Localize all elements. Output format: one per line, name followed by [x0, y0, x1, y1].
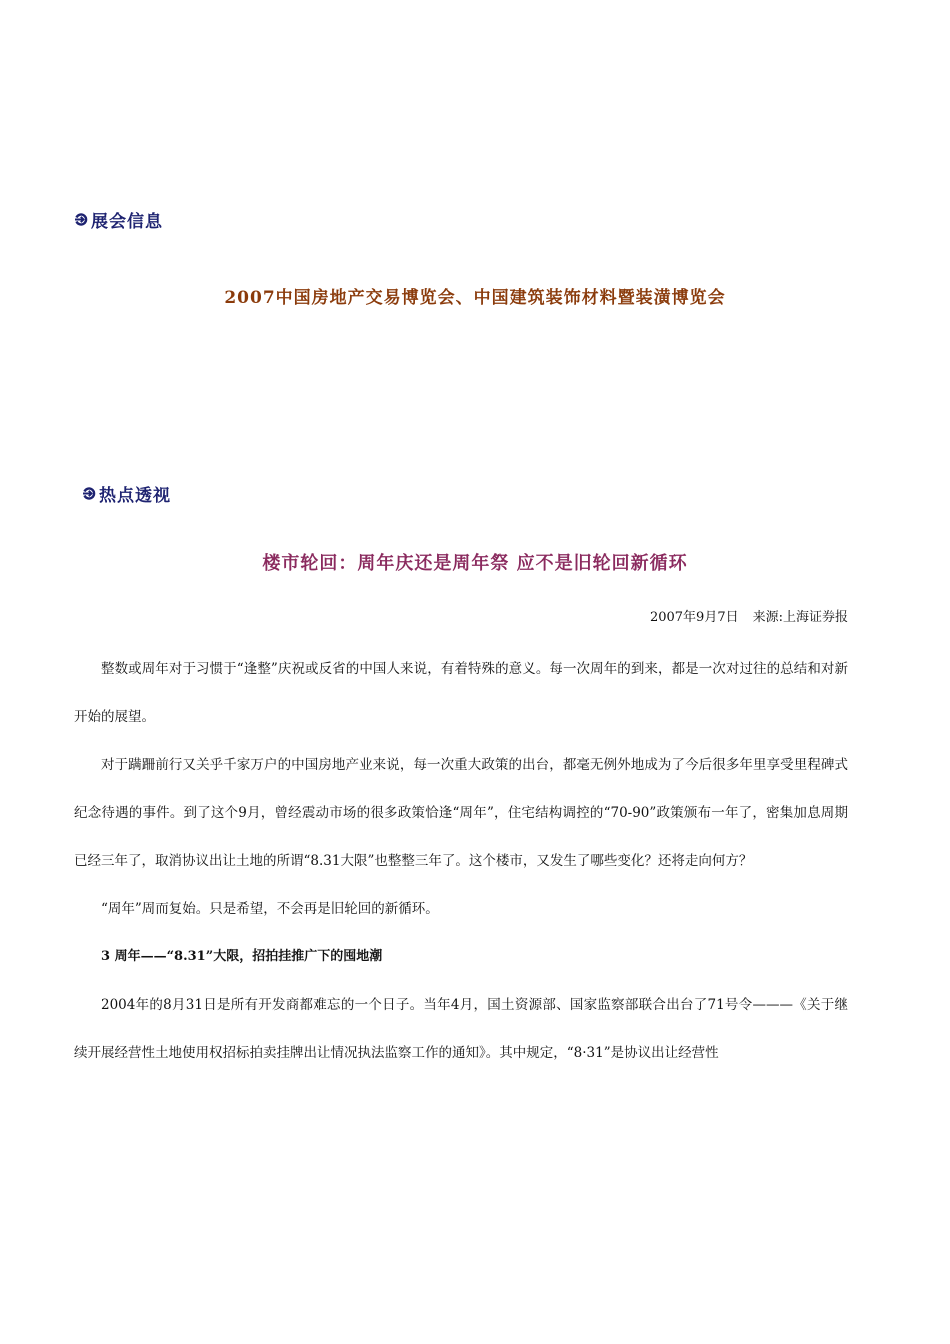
article-paragraph: 2004年的8月31日是所有开发商都难忘的一个日子。当年4月，国土资源部、国家监察部联合出台了71号令———《关于继续开展经营性土地使用权招标拍卖挂牌出让情况执法监察工作的通知》。其中规定，“8·31”是协议出让经营性	[74, 997, 848, 1061]
article-subheading: 3 周年——“8.31”大限，招拍挂推广下的囤地潮	[101, 949, 383, 964]
expo-title: 2007中国房地产交易博览会、中国建筑装饰材料暨装潢博览会	[224, 288, 726, 308]
article-paragraph: 整数或周年对于习惯于“逢整”庆祝或反省的中国人来说，有着特殊的意义。每一次周年的到来，都是一次对过往的总结和对新开始的展望。	[74, 661, 848, 725]
section-heading-label: 热点透视	[99, 486, 171, 506]
section-heading-label: 展会信息	[91, 212, 163, 232]
section-heading-exhibition	[74, 207, 163, 232]
dateline	[650, 606, 848, 625]
article-date: 2007年9月7日	[649, 610, 739, 625]
article-body	[74, 645, 848, 1077]
article-paragraph: “周年”周而复始。只是希望，不会再是旧轮回的新循环。	[101, 901, 439, 917]
circle-arrow-icon	[82, 486, 97, 501]
article-paragraph: 对于蹒跚前行又关乎千家万户的中国房地产业来说，每一次重大政策的出台，都毫无例外地成为了今后很多年里享受里程碑式纪念待遇的事件。到了这个9月，曾经震动市场的很多政策恰逢“周年”，住宅结构调控的“70-90”政策颁布一年了，密集加息周期已经三年了，取消协议出让土地的所谓“8.31大限”也整整三年了。这个楼市，又发生了哪些变化？还将走向何方？	[74, 757, 848, 869]
section-heading-hot	[82, 481, 171, 506]
article-title: 楼市轮回：周年庆还是周年祭 应不是旧轮回新循环	[262, 553, 688, 574]
circle-arrow-icon	[74, 212, 89, 227]
article-source: 来源:上海证券报	[752, 610, 848, 625]
